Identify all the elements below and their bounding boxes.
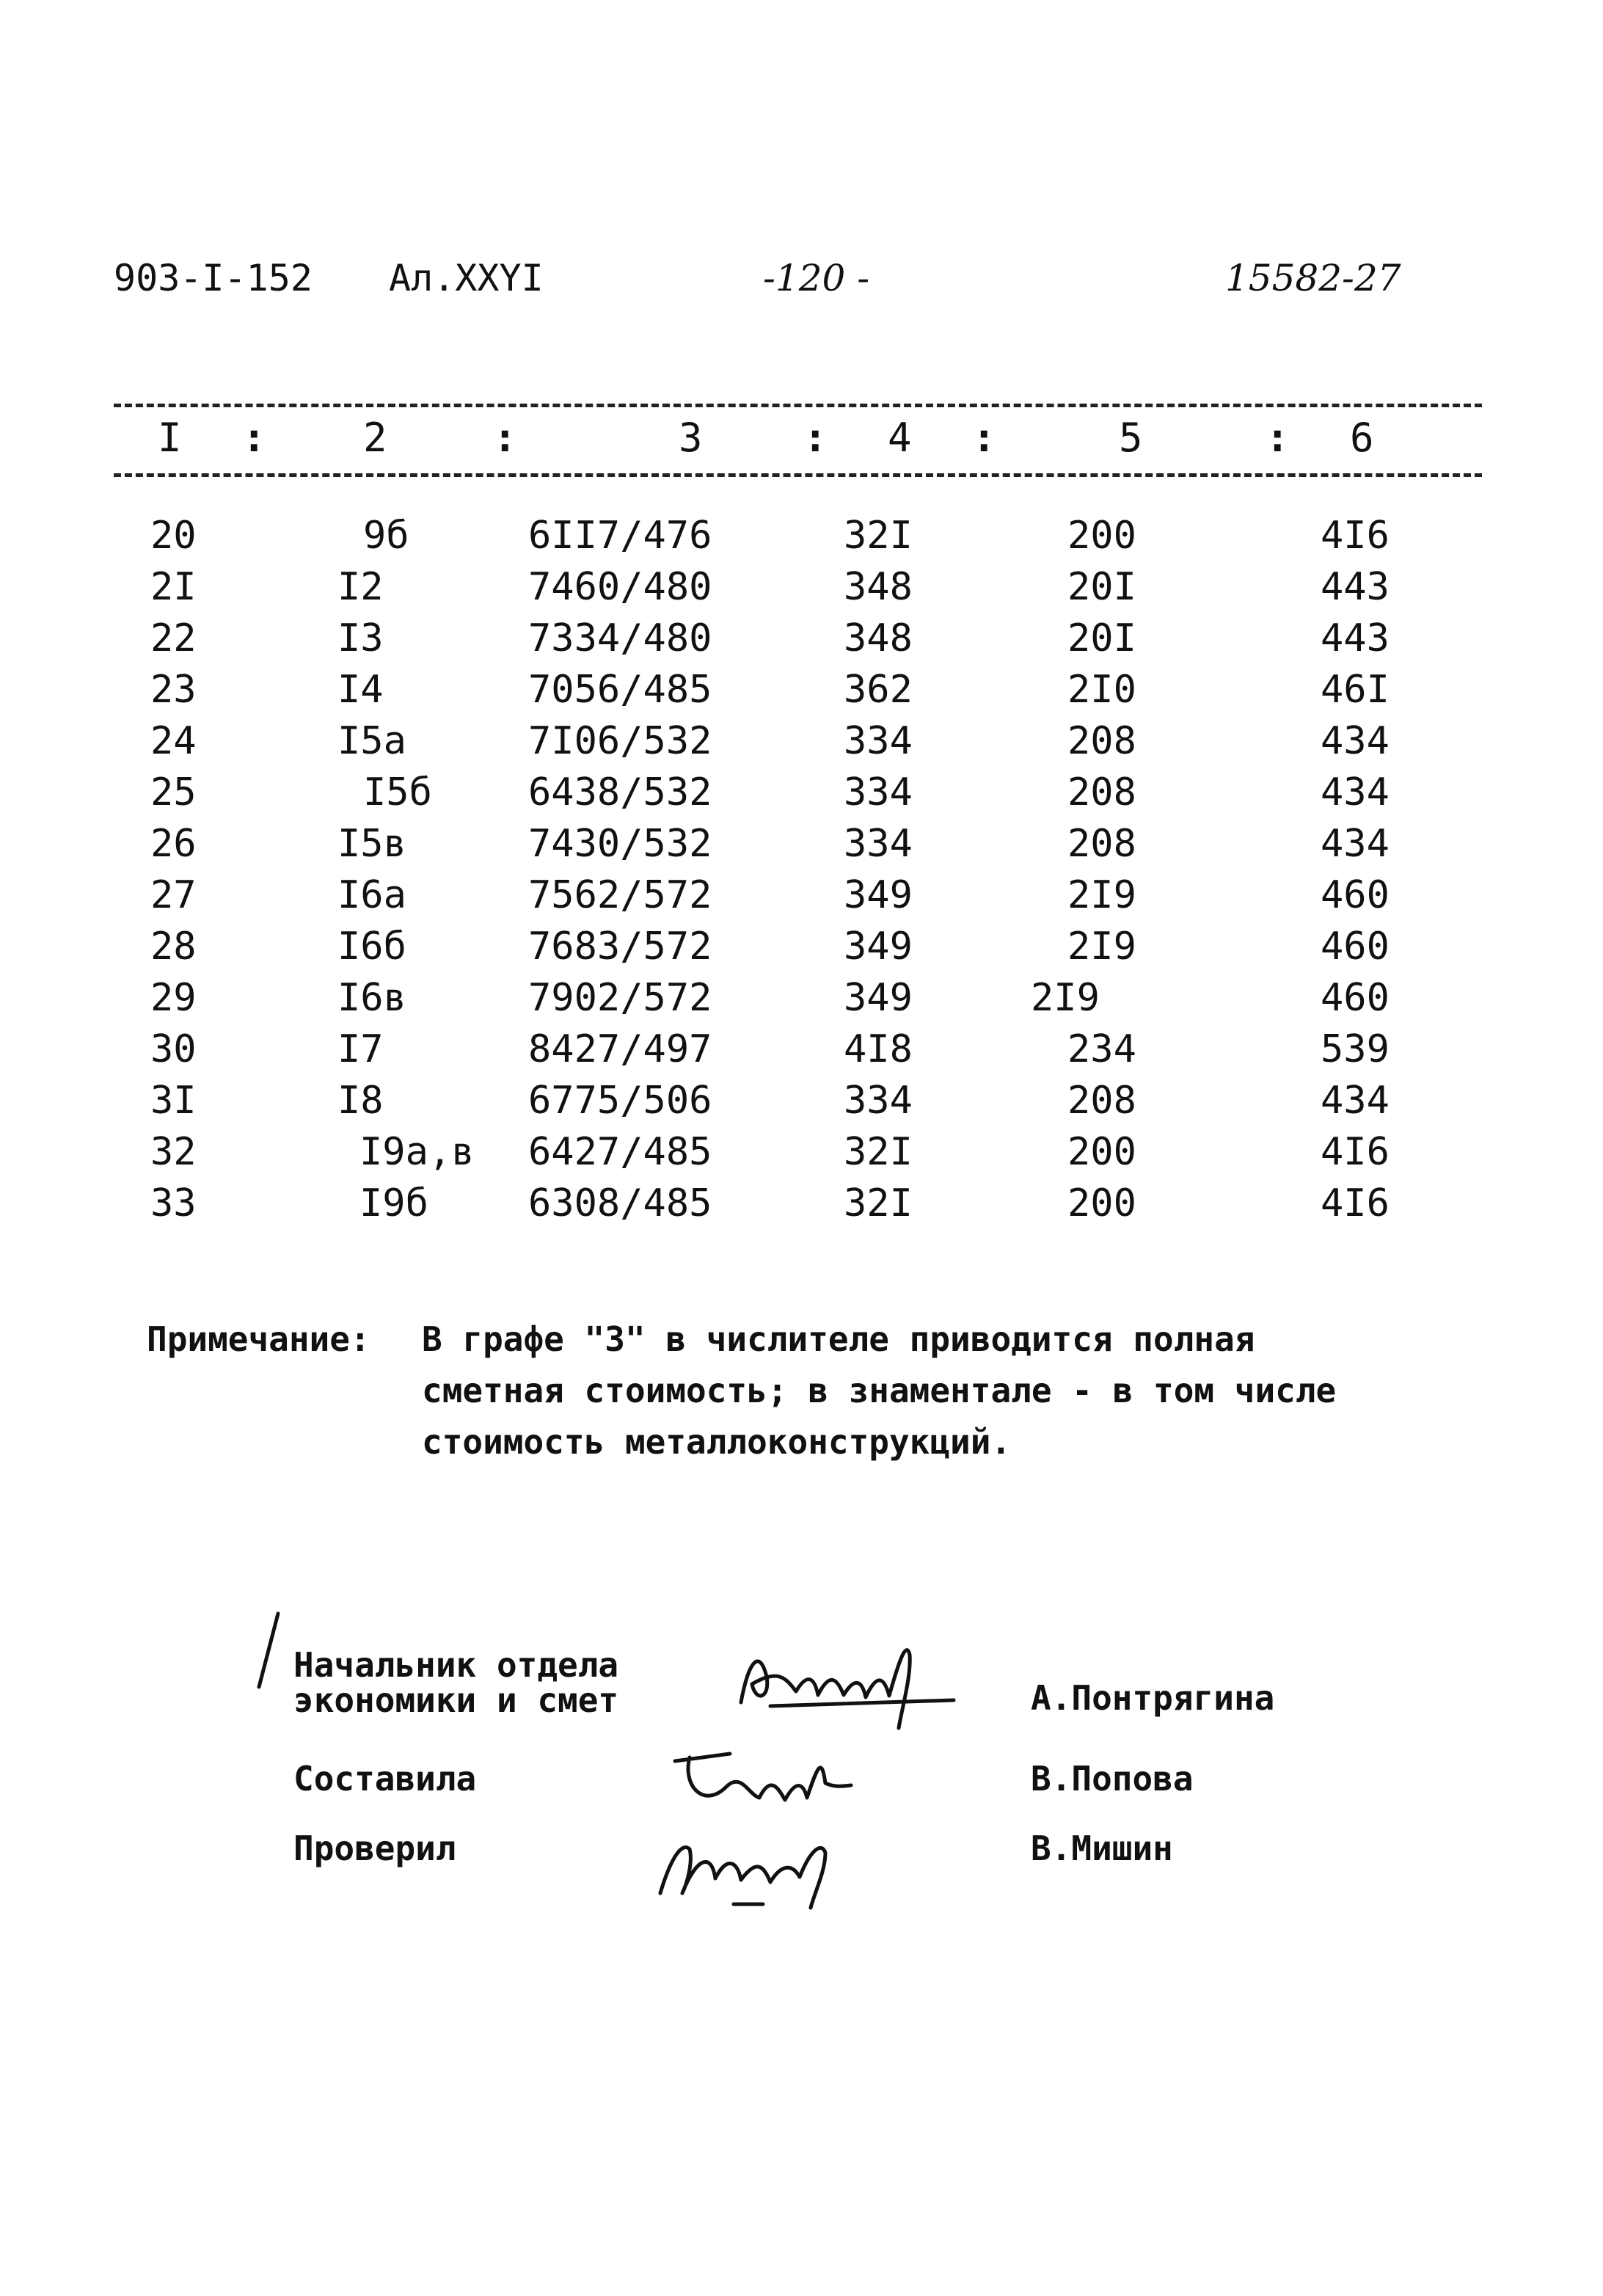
table-row — [0, 719, 1603, 770]
cell-col4: 4I8 — [844, 1027, 913, 1071]
signatory-name-1: А.Понтрягина — [1031, 1678, 1275, 1718]
cell-col5: 208 — [1067, 1079, 1136, 1123]
cell-col6: 434 — [1321, 719, 1390, 763]
role-line: Начальник отдела — [293, 1645, 619, 1685]
cell-col5: 234 — [1067, 1027, 1136, 1071]
cell-col5: 2I9 — [1067, 873, 1136, 917]
table-row — [0, 1027, 1603, 1079]
cell-col6: 443 — [1321, 616, 1390, 660]
cell-col2: I6a — [337, 873, 406, 917]
cell-col5: 200 — [1067, 514, 1136, 558]
table-row — [0, 770, 1603, 822]
cell-col2: I7 — [337, 1027, 384, 1071]
table-row — [0, 616, 1603, 668]
table-row — [0, 1130, 1603, 1181]
cell-col1: 24 — [150, 719, 197, 763]
note-line-3: стоимость металлоконструкций. — [422, 1422, 1012, 1462]
cell-col1: 23 — [150, 668, 197, 712]
cell-col6: 434 — [1321, 1079, 1390, 1123]
table-row — [0, 873, 1603, 925]
handwritten-signature-3 — [646, 1812, 851, 1915]
slash-mark — [253, 1611, 282, 1691]
column-separator: : — [493, 415, 517, 461]
cell-col5: 208 — [1067, 770, 1136, 814]
cell-col1: 32 — [150, 1130, 197, 1174]
cell-col4: 348 — [844, 565, 913, 609]
cell-col3: 6308/485 — [528, 1181, 712, 1225]
cell-col1: 25 — [150, 770, 197, 814]
cell-col3: 7683/572 — [528, 925, 712, 969]
cell-col3: 7460/480 — [528, 565, 712, 609]
cell-col4: 348 — [844, 616, 913, 660]
cell-col2: I6в — [337, 976, 406, 1020]
column-header-3: 3 — [679, 415, 703, 461]
cell-col4: 32I — [844, 514, 913, 558]
column-header-2: 2 — [363, 415, 387, 461]
cell-col3: 7056/485 — [528, 668, 712, 712]
cell-col2: I5a — [337, 719, 406, 763]
cell-col3: 7334/480 — [528, 616, 712, 660]
cell-col2: I9a,в — [359, 1130, 475, 1174]
cell-col1: 28 — [150, 925, 197, 969]
cell-col5: 208 — [1067, 822, 1136, 866]
cell-col2: 9б — [363, 514, 409, 558]
album-number: Ал.XXYI — [389, 257, 544, 299]
cell-col4: 334 — [844, 719, 913, 763]
cell-col4: 362 — [844, 668, 913, 712]
column-separator: : — [242, 415, 266, 461]
table-row — [0, 565, 1603, 616]
cell-col2: I3 — [337, 616, 384, 660]
inventory-number: 15582-27 — [1225, 257, 1401, 299]
cell-col1: 20 — [150, 514, 197, 558]
column-separator: : — [972, 415, 996, 461]
cell-col2: I9б — [359, 1181, 428, 1225]
cell-col3: 7902/572 — [528, 976, 712, 1020]
cell-col6: 4I6 — [1321, 1181, 1390, 1225]
cell-col4: 349 — [844, 925, 913, 969]
cell-col1: 29 — [150, 976, 197, 1020]
cell-col6: 460 — [1321, 873, 1390, 917]
column-separator: : — [1266, 415, 1290, 461]
table-header-rule — [114, 473, 1482, 477]
cell-col1: 33 — [150, 1181, 197, 1225]
signatory-name-2: В.Попова — [1031, 1759, 1194, 1798]
cell-col4: 32I — [844, 1181, 913, 1225]
cell-col6: 539 — [1321, 1027, 1390, 1071]
table-body — [0, 514, 1603, 1233]
column-header-5: 5 — [1119, 415, 1143, 461]
cell-col1: 2I — [150, 565, 197, 609]
cell-col6: 460 — [1321, 976, 1390, 1020]
cell-col2: I6б — [337, 925, 406, 969]
role-label-compiled: Составила — [293, 1759, 477, 1798]
cell-col3: 6427/485 — [528, 1130, 712, 1174]
role-label-head — [293, 1647, 618, 1718]
cell-col5: 2I9 — [1067, 925, 1136, 969]
note-label: Примечание: — [147, 1319, 370, 1359]
table-row — [0, 925, 1603, 976]
cell-col3: 6II7/476 — [528, 514, 712, 558]
cell-col3: 8427/497 — [528, 1027, 712, 1071]
handwritten-signature-2 — [660, 1743, 880, 1823]
cell-col5: 208 — [1067, 719, 1136, 763]
cell-col6: 434 — [1321, 770, 1390, 814]
cell-col3: 7562/572 — [528, 873, 712, 917]
column-header-4: 4 — [888, 415, 912, 461]
cell-col5: 200 — [1067, 1181, 1136, 1225]
cell-col6: 460 — [1321, 925, 1390, 969]
cell-col6: 434 — [1321, 822, 1390, 866]
column-header-6: 6 — [1350, 415, 1374, 461]
cell-col6: 443 — [1321, 565, 1390, 609]
signatory-name-3: В.Мишин — [1031, 1829, 1173, 1868]
cell-col2: I2 — [337, 565, 384, 609]
cell-col1: 26 — [150, 822, 197, 866]
cell-col4: 349 — [844, 976, 913, 1020]
note-line-1: В графе "3" в числителе приводится полная — [422, 1319, 1255, 1359]
cell-col3: 7I06/532 — [528, 719, 712, 763]
cell-col4: 334 — [844, 770, 913, 814]
cell-col2: I5в — [337, 822, 406, 866]
table-top-rule — [114, 404, 1482, 407]
cell-col1: 27 — [150, 873, 197, 917]
cell-col2: I8 — [337, 1079, 384, 1123]
cell-col3: 7430/532 — [528, 822, 712, 866]
cell-col1: 22 — [150, 616, 197, 660]
cell-col4: 32I — [844, 1130, 913, 1174]
column-separator: : — [803, 415, 828, 461]
cell-col1: 3I — [150, 1079, 197, 1123]
page-number: -120 - — [763, 257, 870, 299]
cell-col6: 4I6 — [1321, 514, 1390, 558]
handwritten-signature-1 — [726, 1633, 968, 1735]
cell-col3: 6775/506 — [528, 1079, 712, 1123]
column-header-1: I — [158, 415, 182, 461]
cell-col2: I4 — [337, 668, 384, 712]
cell-col6: 4I6 — [1321, 1130, 1390, 1174]
table-row — [0, 822, 1603, 873]
cell-col5: 20I — [1067, 616, 1136, 660]
cell-col2: I5б — [363, 770, 432, 814]
table-row — [0, 976, 1603, 1027]
note-line-2: сметная стоимость; в знаментале - в том числе — [422, 1371, 1337, 1410]
cell-col5: 2I0 — [1067, 668, 1136, 712]
table-row — [0, 1181, 1603, 1233]
role-label-checked: Проверил — [293, 1829, 456, 1868]
cell-col1: 30 — [150, 1027, 197, 1071]
cell-col6: 46I — [1321, 668, 1390, 712]
cell-col5: 200 — [1067, 1130, 1136, 1174]
role-line: экономики и смет — [293, 1680, 619, 1720]
document-code: 903-I-152 — [114, 257, 313, 299]
table-row — [0, 514, 1603, 565]
cell-col4: 349 — [844, 873, 913, 917]
cell-col5: 2I9 — [1031, 976, 1100, 1020]
table-row — [0, 1079, 1603, 1130]
cell-col5: 20I — [1067, 565, 1136, 609]
table-row — [0, 668, 1603, 719]
cell-col4: 334 — [844, 822, 913, 866]
cell-col3: 6438/532 — [528, 770, 712, 814]
cell-col4: 334 — [844, 1079, 913, 1123]
